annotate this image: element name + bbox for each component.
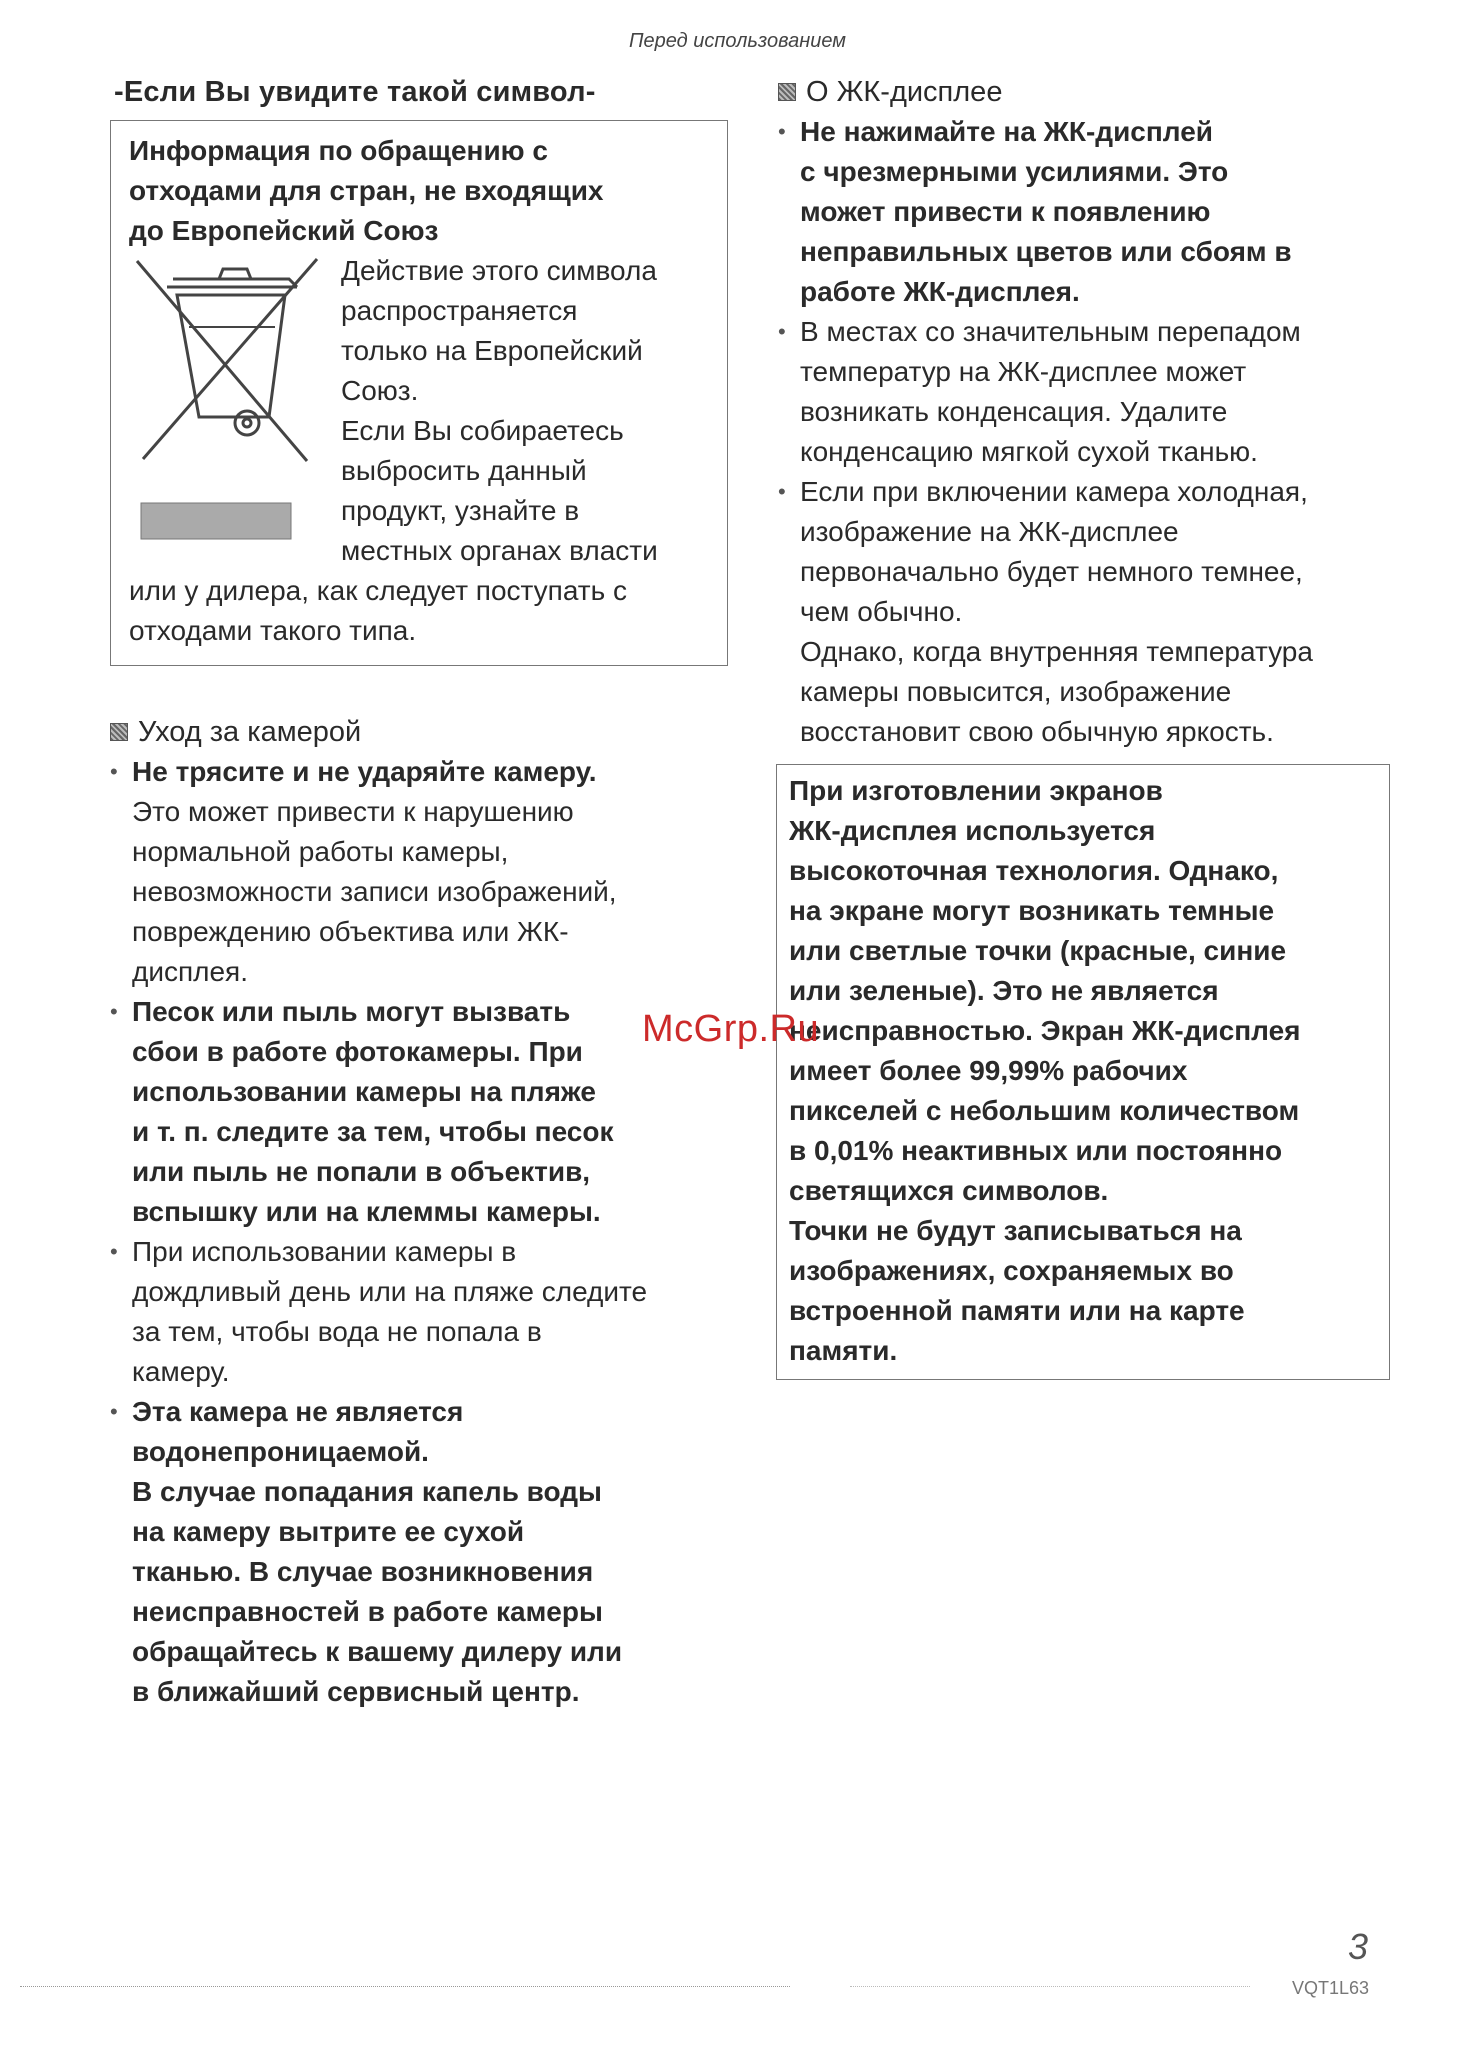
notice-line: отходами такого типа. bbox=[129, 615, 417, 646]
disposal-notice-box bbox=[110, 120, 728, 666]
lcd-list bbox=[778, 112, 1398, 752]
list-item-line: дисплея. bbox=[132, 956, 248, 987]
list-item-line: в ближайший сервисный центр. bbox=[132, 1676, 580, 1707]
notice-line: только на Европейский bbox=[341, 335, 643, 366]
note-line: памяти. bbox=[789, 1335, 898, 1366]
notice-bottom-text bbox=[129, 571, 717, 651]
list-item bbox=[110, 1232, 730, 1392]
list-item-line: или пыль не попали в объектив, bbox=[132, 1156, 591, 1187]
note-line: изображениях, сохраняемых во bbox=[789, 1255, 1234, 1286]
list-item-line: с чрезмерными усилиями. Это bbox=[800, 156, 1229, 187]
running-head: Перед использованием bbox=[629, 30, 846, 52]
left-column bbox=[110, 72, 730, 1712]
note-line: в 0,01% неактивных или постоянно bbox=[789, 1135, 1283, 1166]
notice-line: выбросить данный bbox=[341, 455, 587, 486]
list-item-line: Однако, когда внутренняя температура bbox=[800, 636, 1313, 667]
camera-care-heading bbox=[110, 712, 730, 752]
list-item-line: изображение на ЖК-дисплее bbox=[800, 516, 1179, 547]
list-item-line: дождливый день или на пляже следите bbox=[132, 1276, 648, 1307]
note-line: Точки не будут записываться на bbox=[789, 1215, 1242, 1246]
note-line: встроенной памяти или на карте bbox=[789, 1295, 1245, 1326]
note-line: При изготовлении экранов bbox=[789, 775, 1163, 806]
list-item-line: В случае попадания капель воды bbox=[132, 1476, 602, 1507]
list-item-line: невозможности записи изображений, bbox=[132, 876, 617, 907]
list-item-line: неправильных цветов или сбоям в bbox=[800, 236, 1292, 267]
list-item-line: обращайтесь к вашему дилеру или bbox=[132, 1636, 623, 1667]
list-item-line: камеры повысится, изображение bbox=[800, 676, 1232, 707]
notice-side-text bbox=[337, 251, 717, 571]
lcd-heading bbox=[778, 72, 1398, 112]
section-square-icon bbox=[778, 83, 796, 101]
note-line: или светлые точки (красные, синие bbox=[789, 935, 1287, 966]
note-line: пикселей с небольшим количеством bbox=[789, 1095, 1300, 1126]
note-line: неисправностью. Экран ЖК-дисплея bbox=[789, 1015, 1301, 1046]
list-item-line: за тем, чтобы вода не попала в bbox=[132, 1316, 542, 1347]
list-item-line: неисправностей в работе камеры bbox=[132, 1596, 603, 1627]
lcd-pixel-note-box bbox=[776, 764, 1390, 1380]
list-item-line: чем обычно. bbox=[800, 596, 963, 627]
list-item-line: и т. п. следите за тем, чтобы песок bbox=[132, 1116, 614, 1147]
notice-line: Союз. bbox=[341, 375, 419, 406]
note-line: ЖК-дисплея используется bbox=[789, 815, 1156, 846]
list-item-line: использовании камеры на пляже bbox=[132, 1076, 596, 1107]
notice-title-line: отходами для стран, не входящих bbox=[129, 175, 604, 206]
camera-care-section bbox=[110, 712, 730, 1712]
list-item-line: сбои в работе фотокамеры. При bbox=[132, 1036, 583, 1067]
notice-line: или у дилера, как следует поступать с bbox=[129, 575, 627, 606]
list-item-line: нормальной работы камеры, bbox=[132, 836, 509, 867]
list-item-line: • Не нажимайте на ЖК-дисплей bbox=[800, 116, 1213, 147]
notice-line: местных органах власти bbox=[341, 535, 658, 566]
notice-title-line: до Европейский Союз bbox=[129, 215, 439, 246]
list-item-line: работе ЖК-дисплея. bbox=[800, 276, 1080, 307]
list-item-line: • Если при включении камера холодная, bbox=[800, 476, 1308, 507]
list-item-line: • В местах со значительным перепадом bbox=[800, 316, 1301, 347]
notice-body bbox=[129, 251, 717, 571]
right-column bbox=[778, 72, 1398, 1380]
list-item bbox=[778, 112, 1398, 312]
section-square-icon bbox=[110, 723, 128, 741]
notice-title-line: Информация по обращению с bbox=[129, 135, 548, 166]
notice-line: Действие этого символа bbox=[341, 255, 657, 286]
list-item-line: • Песок или пыль могут вызвать bbox=[132, 996, 571, 1027]
note-line: имеет более 99,99% рабочих bbox=[789, 1055, 1188, 1086]
list-item-line: может привести к появлению bbox=[800, 196, 1211, 227]
document-code: VQT1L63 bbox=[1292, 1978, 1370, 1998]
footer-rule bbox=[20, 1986, 790, 1987]
note-line: на экране могут возникать темные bbox=[789, 895, 1275, 926]
list-item bbox=[110, 752, 730, 992]
note-line: высокоточная технология. Однако, bbox=[789, 855, 1279, 886]
section-heading-text: Уход за камерой bbox=[138, 716, 362, 748]
list-item-line: • Не трясите и не ударяйте камеру. bbox=[132, 756, 597, 787]
list-item-line: первоначально будет немного темнее, bbox=[800, 556, 1303, 587]
notice-line: продукт, узнайте в bbox=[341, 495, 580, 526]
list-item-line: вспышку или на клеммы камеры. bbox=[132, 1196, 601, 1227]
list-item-line: камеру. bbox=[132, 1356, 230, 1387]
list-item bbox=[110, 1392, 730, 1712]
list-item-line: • Эта камера не является bbox=[132, 1396, 464, 1427]
notice-line: распространяется bbox=[341, 295, 578, 326]
list-item-line: на камеру вытрите ее сухой bbox=[132, 1516, 525, 1547]
list-item-line: возникать конденсация. Удалите bbox=[800, 396, 1228, 427]
note-line: или зеленые). Это не является bbox=[789, 975, 1219, 1006]
page-number: 3 bbox=[1348, 1926, 1369, 1967]
list-item-line: водонепроницаемой. bbox=[132, 1436, 429, 1467]
camera-care-list bbox=[110, 752, 730, 1712]
note-line: светящихся символов. bbox=[789, 1175, 1109, 1206]
list-item-line: температур на ЖК-дисплее может bbox=[800, 356, 1247, 387]
crossed-out-wheelie-bin-icon bbox=[129, 251, 337, 571]
footer-rule bbox=[850, 1986, 1250, 1987]
notice-title bbox=[129, 131, 717, 251]
notice-heading: -Если Вы увидите такой символ- bbox=[114, 76, 596, 108]
list-item-line: конденсацию мягкой сухой тканью. bbox=[800, 436, 1258, 467]
list-item-line: повреждению объектива или ЖК- bbox=[132, 916, 569, 947]
list-item bbox=[110, 992, 730, 1232]
list-item-line: • При использовании камеры в bbox=[132, 1236, 517, 1267]
list-item bbox=[778, 312, 1398, 472]
list-item-line: Это может привести к нарушению bbox=[132, 796, 574, 827]
section-heading-text: О ЖК-дисплее bbox=[806, 76, 1003, 108]
watermark: McGrp.Ru bbox=[642, 1008, 820, 1050]
notice-line: Если Вы собираетесь bbox=[341, 415, 624, 446]
list-item bbox=[778, 472, 1398, 752]
list-item-line: тканью. В случае возникновения bbox=[132, 1556, 594, 1587]
list-item-line: восстановит свою обычную яркость. bbox=[800, 716, 1274, 747]
